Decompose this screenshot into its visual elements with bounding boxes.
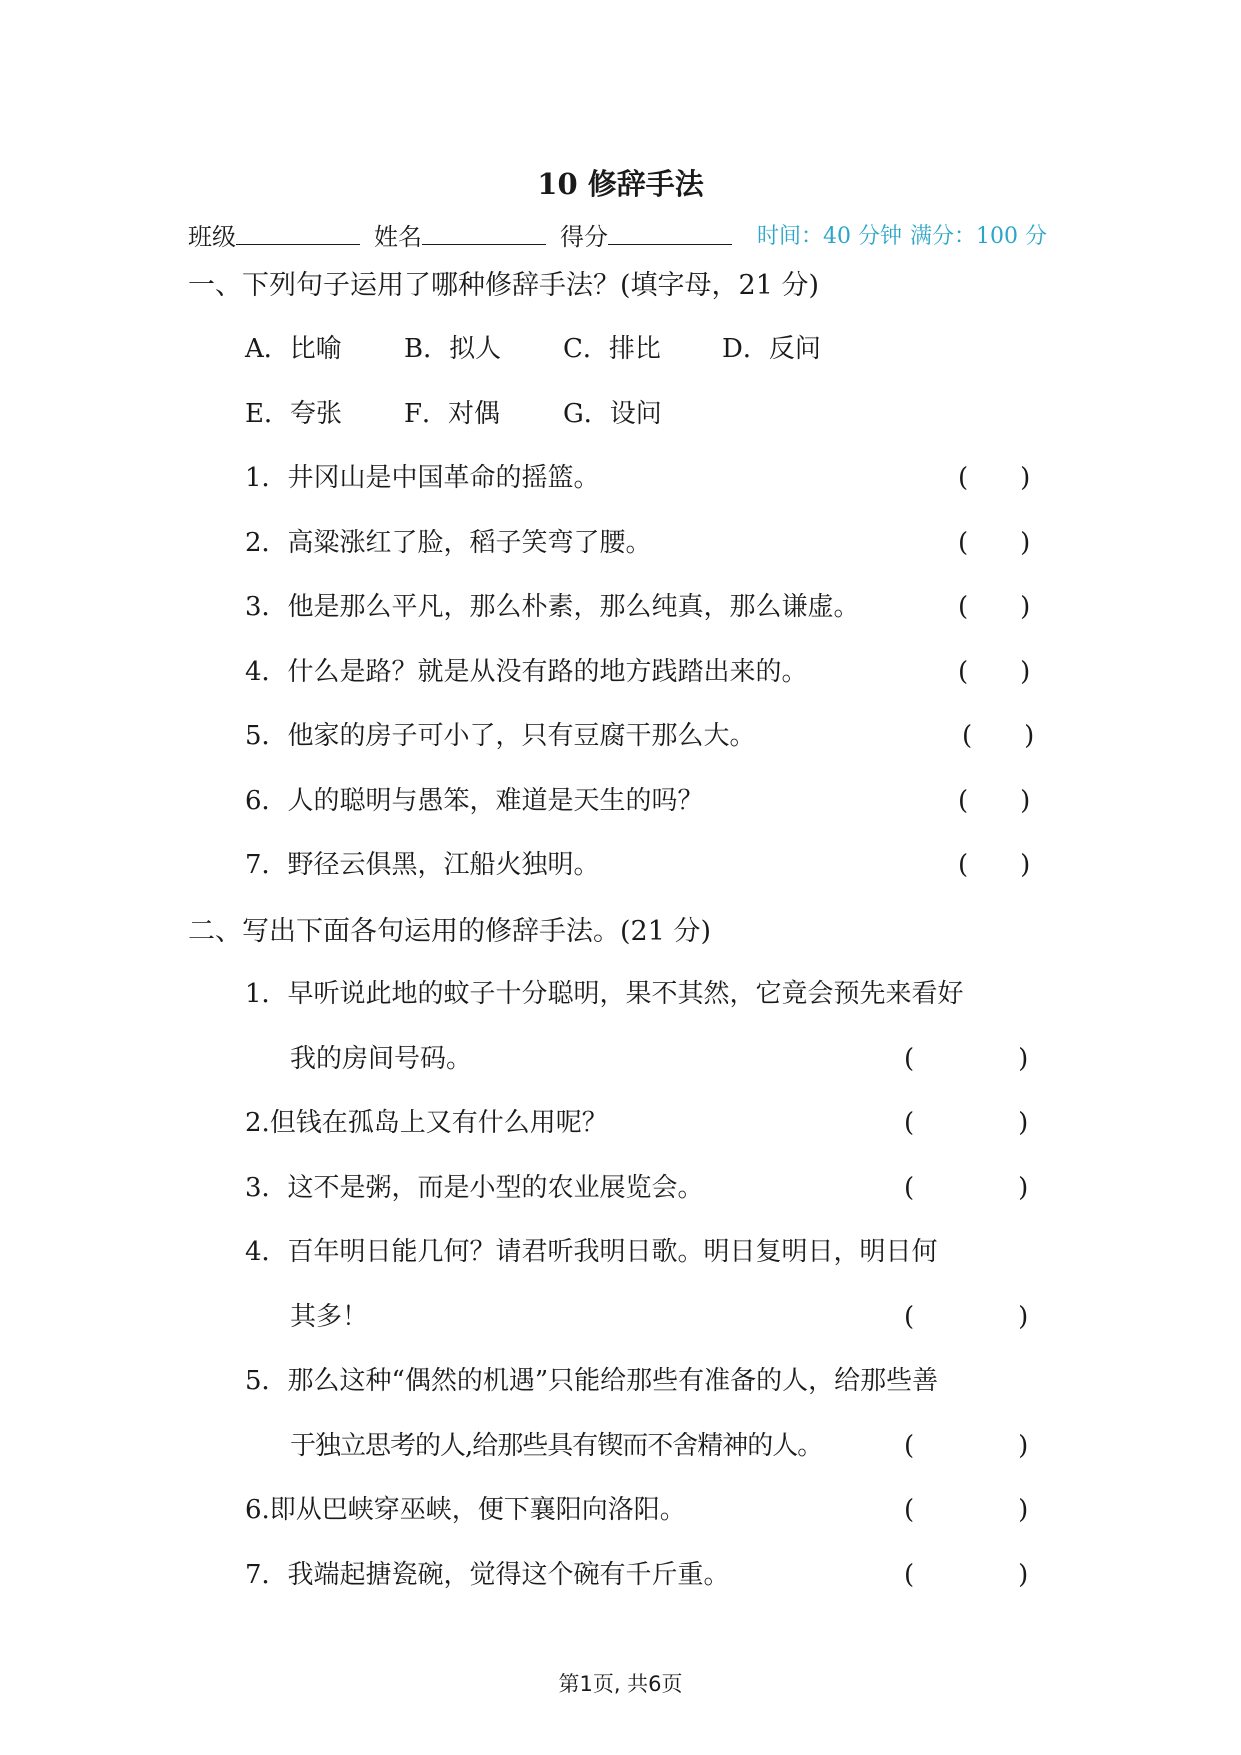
class-field: [188, 217, 360, 252]
s2-answer-4[interactable]: ( ): [904, 1302, 1029, 1332]
s1-answer-4[interactable]: ( ): [958, 657, 1031, 687]
s1-question-1: 1．井冈山是中国革命的摇篮。: [245, 463, 600, 493]
option-d: D．反问: [722, 334, 821, 364]
page-title: 10 修辞手法: [537, 167, 704, 201]
score-label: 得分: [560, 223, 608, 251]
option-b: B．拟人: [404, 334, 502, 364]
s2-question-7: 7．我端起搪瓷碗，觉得这个碗有千斤重。: [245, 1560, 730, 1590]
s2-answer-5[interactable]: ( ): [904, 1431, 1029, 1461]
s2-question-5-line2: 于独立思考的人,给那些具有锲而不舍精神的人。: [290, 1431, 823, 1461]
s2-question-2: 2.但钱在孤岛上又有什么用呢？: [245, 1108, 608, 1138]
option-f: F．对偶: [404, 399, 501, 429]
option-a: A．比喻: [245, 334, 342, 364]
name-field: [374, 217, 546, 252]
name-blank[interactable]: [422, 220, 546, 245]
s2-question-1-line1: 1．早听说此地的蚊子十分聪明，果不其然，它竟会预先来看好: [245, 979, 964, 1009]
s1-answer-5[interactable]: ( ): [962, 721, 1035, 751]
class-label: 班级: [188, 223, 236, 251]
full-score: 满分：100 分: [910, 224, 1047, 249]
s2-question-1-line2: 我的房间号码。: [290, 1044, 473, 1074]
time-limit: 时间：40 分钟: [757, 224, 902, 249]
section1-heading: 一、下列句子运用了哪种修辞手法？(填字母，21 分): [188, 270, 820, 301]
class-blank[interactable]: [236, 220, 360, 245]
s1-question-4: 4．什么是路？就是从没有路的地方践踏出来的。: [245, 657, 808, 687]
s1-answer-2[interactable]: ( ): [958, 528, 1031, 558]
name-label: 姓名: [374, 223, 422, 251]
page-number: 第1页, 共6页: [558, 1672, 683, 1696]
section2-heading: 二、写出下面各句运用的修辞手法。(21 分): [188, 916, 712, 947]
s2-answer-3[interactable]: ( ): [904, 1173, 1029, 1203]
s2-question-5-line1: 5．那么这种“偶然的机遇”只能给那些有准备的人，给那些善: [245, 1366, 939, 1396]
s1-question-7: 7．野径云俱黑，江船火独明。: [245, 850, 600, 880]
s1-question-3: 3．他是那么平凡，那么朴素，那么纯真，那么谦虚。: [245, 592, 860, 622]
s2-question-6: 6.即从巴峡穿巫峡，便下襄阳向洛阳。: [245, 1495, 686, 1525]
s1-question-2: 2．高粱涨红了脸，稻子笑弯了腰。: [245, 528, 652, 558]
s1-question-6: 6．人的聪明与愚笨，难道是天生的吗？: [245, 786, 704, 816]
s2-question-3: 3．这不是粥，而是小型的农业展览会。: [245, 1173, 704, 1203]
score-field: [560, 217, 732, 252]
s1-answer-1[interactable]: ( ): [958, 463, 1031, 493]
s1-answer-3[interactable]: ( ): [958, 592, 1031, 622]
s2-answer-6[interactable]: ( ): [904, 1495, 1029, 1525]
option-e: E．夸张: [245, 399, 342, 429]
s1-question-5: 5．他家的房子可小了，只有豆腐干那么大。: [245, 721, 756, 751]
score-blank[interactable]: [608, 220, 732, 245]
s2-question-4-line2: 其多！: [290, 1302, 369, 1332]
s2-answer-7[interactable]: ( ): [904, 1560, 1029, 1590]
s2-answer-1[interactable]: ( ): [904, 1044, 1029, 1074]
s1-answer-6[interactable]: ( ): [958, 786, 1031, 816]
s1-answer-7[interactable]: ( ): [958, 850, 1031, 880]
s2-answer-2[interactable]: ( ): [904, 1108, 1029, 1138]
option-c: C．排比: [563, 334, 661, 364]
s2-question-4-line1: 4．百年明日能几何？请君听我明日歌。明日复明日，明日何: [245, 1237, 938, 1267]
option-g: G．设问: [563, 399, 662, 429]
